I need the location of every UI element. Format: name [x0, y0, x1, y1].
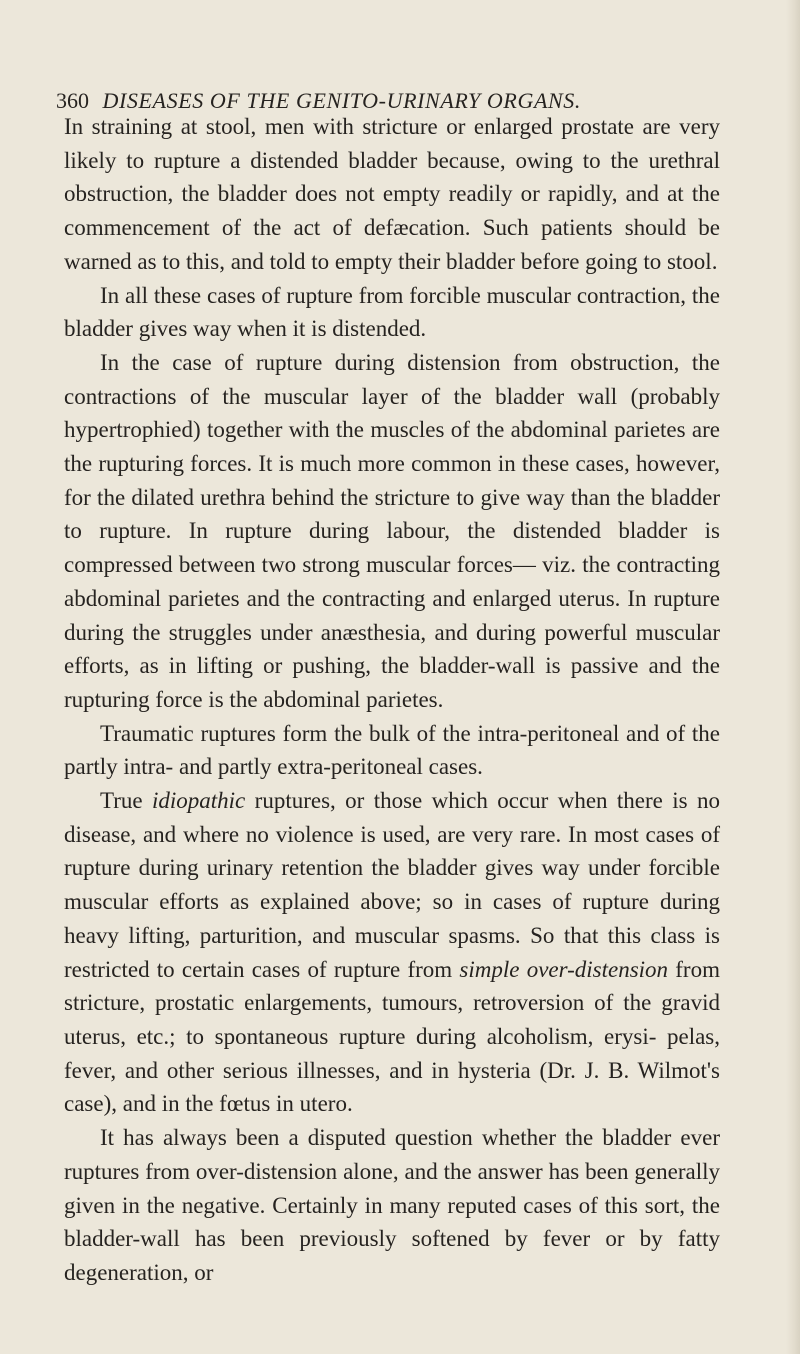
paragraph-5-text-3: from stricture, prostatic enlargements, tumours, retroversion of the gravid uterus, etc.; to spontaneous rupture during alcoholism, erysi- pelas, fever, and other serious illnesses, and in hysteria (Dr. J. B. Wilmot's case), and in the fœtus in utero.: [64, 956, 720, 1117]
body-text: [64, 110, 720, 1290]
paragraph-6: It has always been a disputed question whether the bladder ever ruptures from over-distension alone, and the answer has been generally given in the negative. Certainly in many reputed cases of this sort, the bladder-wall has been previously softened by fever or by fatty degeneration, or: [64, 1125, 720, 1285]
paragraph-5-italic-2: simple over-distension: [459, 956, 669, 982]
paragraph-5-italic-1: idiopathic: [152, 788, 246, 814]
paragraph-2: In all these cases of rupture from forcible muscular contraction, the bladder gives way when it is distended.: [64, 282, 720, 342]
paragraph-5-text-2: ruptures, or those which occur when there is no disease, and where no violence is used, are very rare. In most cases of rupture during urinary retention the bladder gives way under forcible muscular efforts as explained above; so in cases of rupture during heavy lifting, parturition, and muscular spasms. So that this class is restricted to certain cases of rupture from: [64, 788, 720, 982]
paragraph-3: In the case of rupture during distension from obstruction, the contractions of the muscular layer of the bladder wall (probably hypertrophied) together with the muscles of the abdominal parietes are the rupturing forces. It is much more common in these cases, however, for the dilated urethra behind the stricture to give way than the bladder to rupture. In rupture during labour, the distended bladder is compressed between two strong muscular forces— viz. the contracting abdominal parietes and the contracting and enlarged uterus. In rupture during the struggles under anæsthesia, and during powerful muscular efforts, as in lifting or pushing, the bladder-wall is passive and the rupturing force is the abdominal parietes.: [64, 349, 720, 712]
paragraph-1: In straining at stool, men with stricture or enlarged prostate are very likely to rupture a distended bladder because, owing to the urethral obstruction, the bladder does not empty readily or rapidly, and at the commencement of the act of defæcation. Such patients should be warned as to this, and told to empty their bladder before going to stool.: [64, 114, 720, 274]
page-number: 360: [56, 88, 89, 113]
paragraph-5: [64, 784, 720, 1121]
paragraph-4: Traumatic ruptures form the bulk of the intra-peritoneal and of the partly intra- and partly extra-peritoneal cases.: [64, 720, 720, 780]
paragraph-5-text-1: True: [100, 788, 152, 814]
running-title: DISEASES OF THE GENITO-URINARY ORGANS.: [102, 88, 581, 113]
page-edge: [786, 0, 800, 1354]
